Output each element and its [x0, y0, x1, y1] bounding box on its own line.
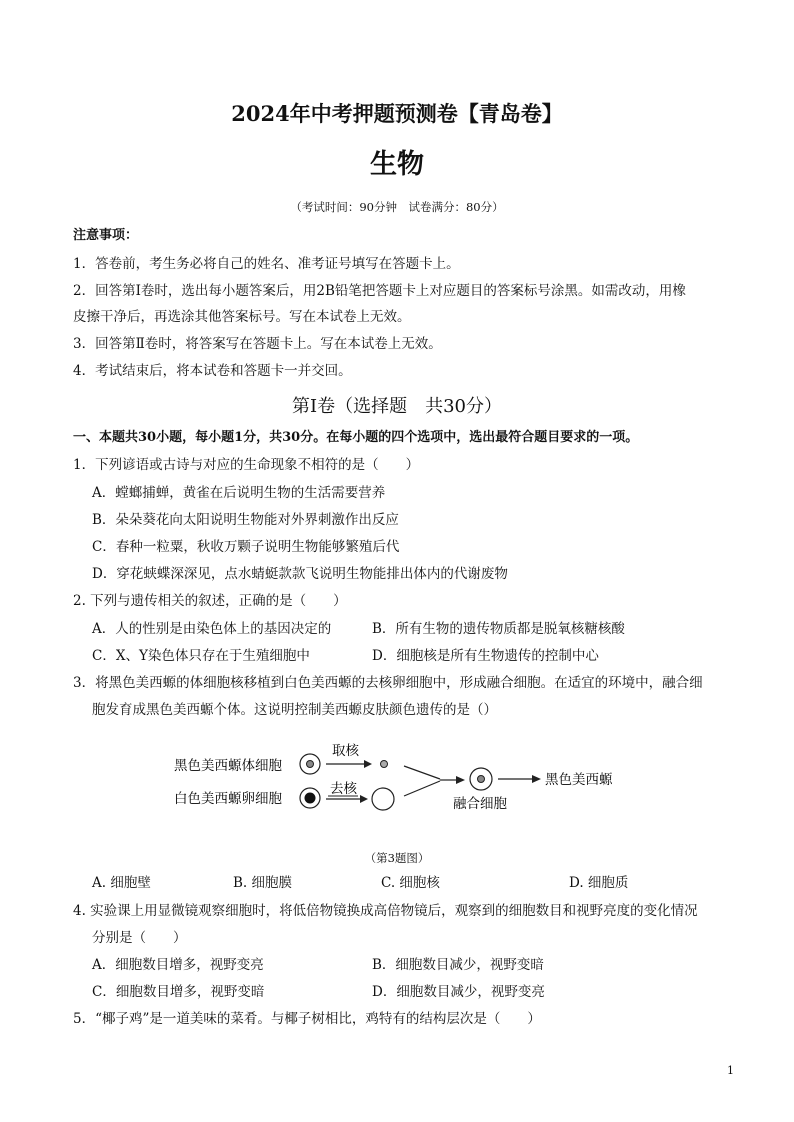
figure-label-white-egg: 白色美西螈卵细胞 [174, 791, 282, 807]
question-3-figure-caption: （第3题图） [364, 851, 430, 865]
question-3-stem-line-1: 3．将黑色美西螈的体细胞核移植到白色美西螈的去核卵细胞中，形成融合细胞。在适宜的环境中，融合细 [73, 675, 703, 691]
notes-heading: 注意事项： [73, 228, 139, 243]
exam-subject: 生物 [370, 149, 424, 180]
figure-label-black-cell: 黑色美西螈体细胞 [174, 758, 282, 774]
note-item-4: 4．考试结束后，将本试卷和答题卡一并交回。 [73, 363, 352, 379]
question-1-option-a: A．螳螂捕蝉，黄雀在后说明生物的生活需要营养 [92, 485, 386, 501]
result-arrowhead-icon [532, 775, 541, 783]
enucleated-egg-cell-icon [372, 788, 394, 810]
question-2-option-c: C．X、Y染色体只存在于生殖细胞中 [92, 648, 310, 664]
note-item-1: 1．答卷前，考生务必将自己的姓名、准考证号填写在答题卡上。 [73, 256, 460, 272]
question-2-option-a: A．人的性别是由染色体上的基因决定的 [92, 621, 332, 637]
note-item-3: 3．回答第Ⅱ卷时，将答案写在答题卡上。写在本试卷上无效。 [73, 336, 442, 352]
page-number: 1 [727, 1064, 734, 1077]
take-nucleus-arrowhead-icon [364, 760, 372, 768]
section-instruction: 一、本题共30小题，每小题1分，共30分。在每小题的四个选项中，选出最符合题目要求的一项。 [73, 430, 639, 445]
exam-title: 2024年中考押题预测卷【青岛卷】 [231, 101, 563, 126]
extracted-nucleus-icon [381, 761, 388, 768]
question-1-option-d: D．穿花蛱蝶深深见，点水蜻蜓款款飞说明生物能排出体内的代谢废物 [92, 566, 508, 582]
black-body-cell-nucleus-icon [307, 761, 314, 768]
white-egg-cell-nucleus-icon [305, 793, 316, 804]
question-4-option-a: A．细胞数目增多，视野变亮 [92, 957, 264, 973]
figure-label-result: 黑色美西螈 [545, 772, 613, 788]
question-4-stem-line-1: 4. 实验课上用显微镜观察细胞时，将低倍物镜换成高倍物镜后，观察到的细胞数目和视野亮度的变化情况 [73, 903, 698, 919]
fused-cell-nucleus-icon [478, 776, 485, 783]
question-3-option-a: A. 细胞壁 [92, 875, 151, 891]
note-item-2-cont: 皮擦干净后，再选涂其他答案标号。写在本试卷上无效。 [73, 309, 411, 325]
question-3-stem-line-2: 胞发育成黑色美西螈个体。这说明控制美西螈皮肤颜色遗传的是（） [92, 702, 497, 718]
question-4-stem-line-2: 分别是（ ） [92, 930, 187, 946]
merge-arrowhead-icon [456, 776, 465, 784]
question-4-option-d: D．细胞数目减少，视野变亮 [372, 984, 545, 1000]
section-title: 第Ⅰ卷（选择题 共30分） [291, 396, 502, 417]
question-3-option-d: D. 细胞质 [569, 875, 629, 891]
exam-meta: （考试时间：90分钟 试卷满分：80分） [290, 200, 504, 214]
question-1-stem: 1．下列谚语或古诗与对应的生命现象不相符的是（ ） [73, 457, 420, 473]
question-4-option-b: B．细胞数目减少，视野变暗 [372, 957, 544, 973]
question-5-stem: 5．“椰子鸡”是一道美味的菜肴。与椰子树相比，鸡特有的结构层次是（ ） [73, 1011, 541, 1027]
merge-line-top [404, 766, 440, 779]
question-1-option-b: B．朵朵葵花向太阳说明生物能对外界刺激作出反应 [92, 512, 399, 528]
figure-label-fused-cell: 融合细胞 [453, 796, 507, 812]
remove-nucleus-arrowhead-icon [360, 795, 368, 803]
figure-label-remove-nucleus: 去核 [330, 781, 357, 797]
question-3-option-b: B. 细胞膜 [233, 875, 293, 891]
question-3-option-c: C. 细胞核 [381, 875, 440, 891]
question-1-option-c: C．春种一粒粟，秋收万颗子说明生物能够繁殖后代 [92, 539, 400, 555]
question-2-option-d: D．细胞核是所有生物遗传的控制中心 [372, 648, 599, 664]
question-4-option-c: C．细胞数目增多，视野变暗 [92, 984, 265, 1000]
question-2-option-b: B．所有生物的遗传物质都是脱氧核糖核酸 [372, 621, 625, 637]
figure-label-take-nucleus: 取核 [332, 743, 359, 759]
note-item-2: 2．回答第Ⅰ卷时，选出每小题答案后，用2B铅笔把答题卡上对应题目的答案标号涂黑。如需改动，用橡 [73, 283, 686, 299]
merge-line-bottom [404, 781, 440, 796]
question-2-stem: 2. 下列与遗传相关的叙述，正确的是（ ） [73, 593, 347, 609]
